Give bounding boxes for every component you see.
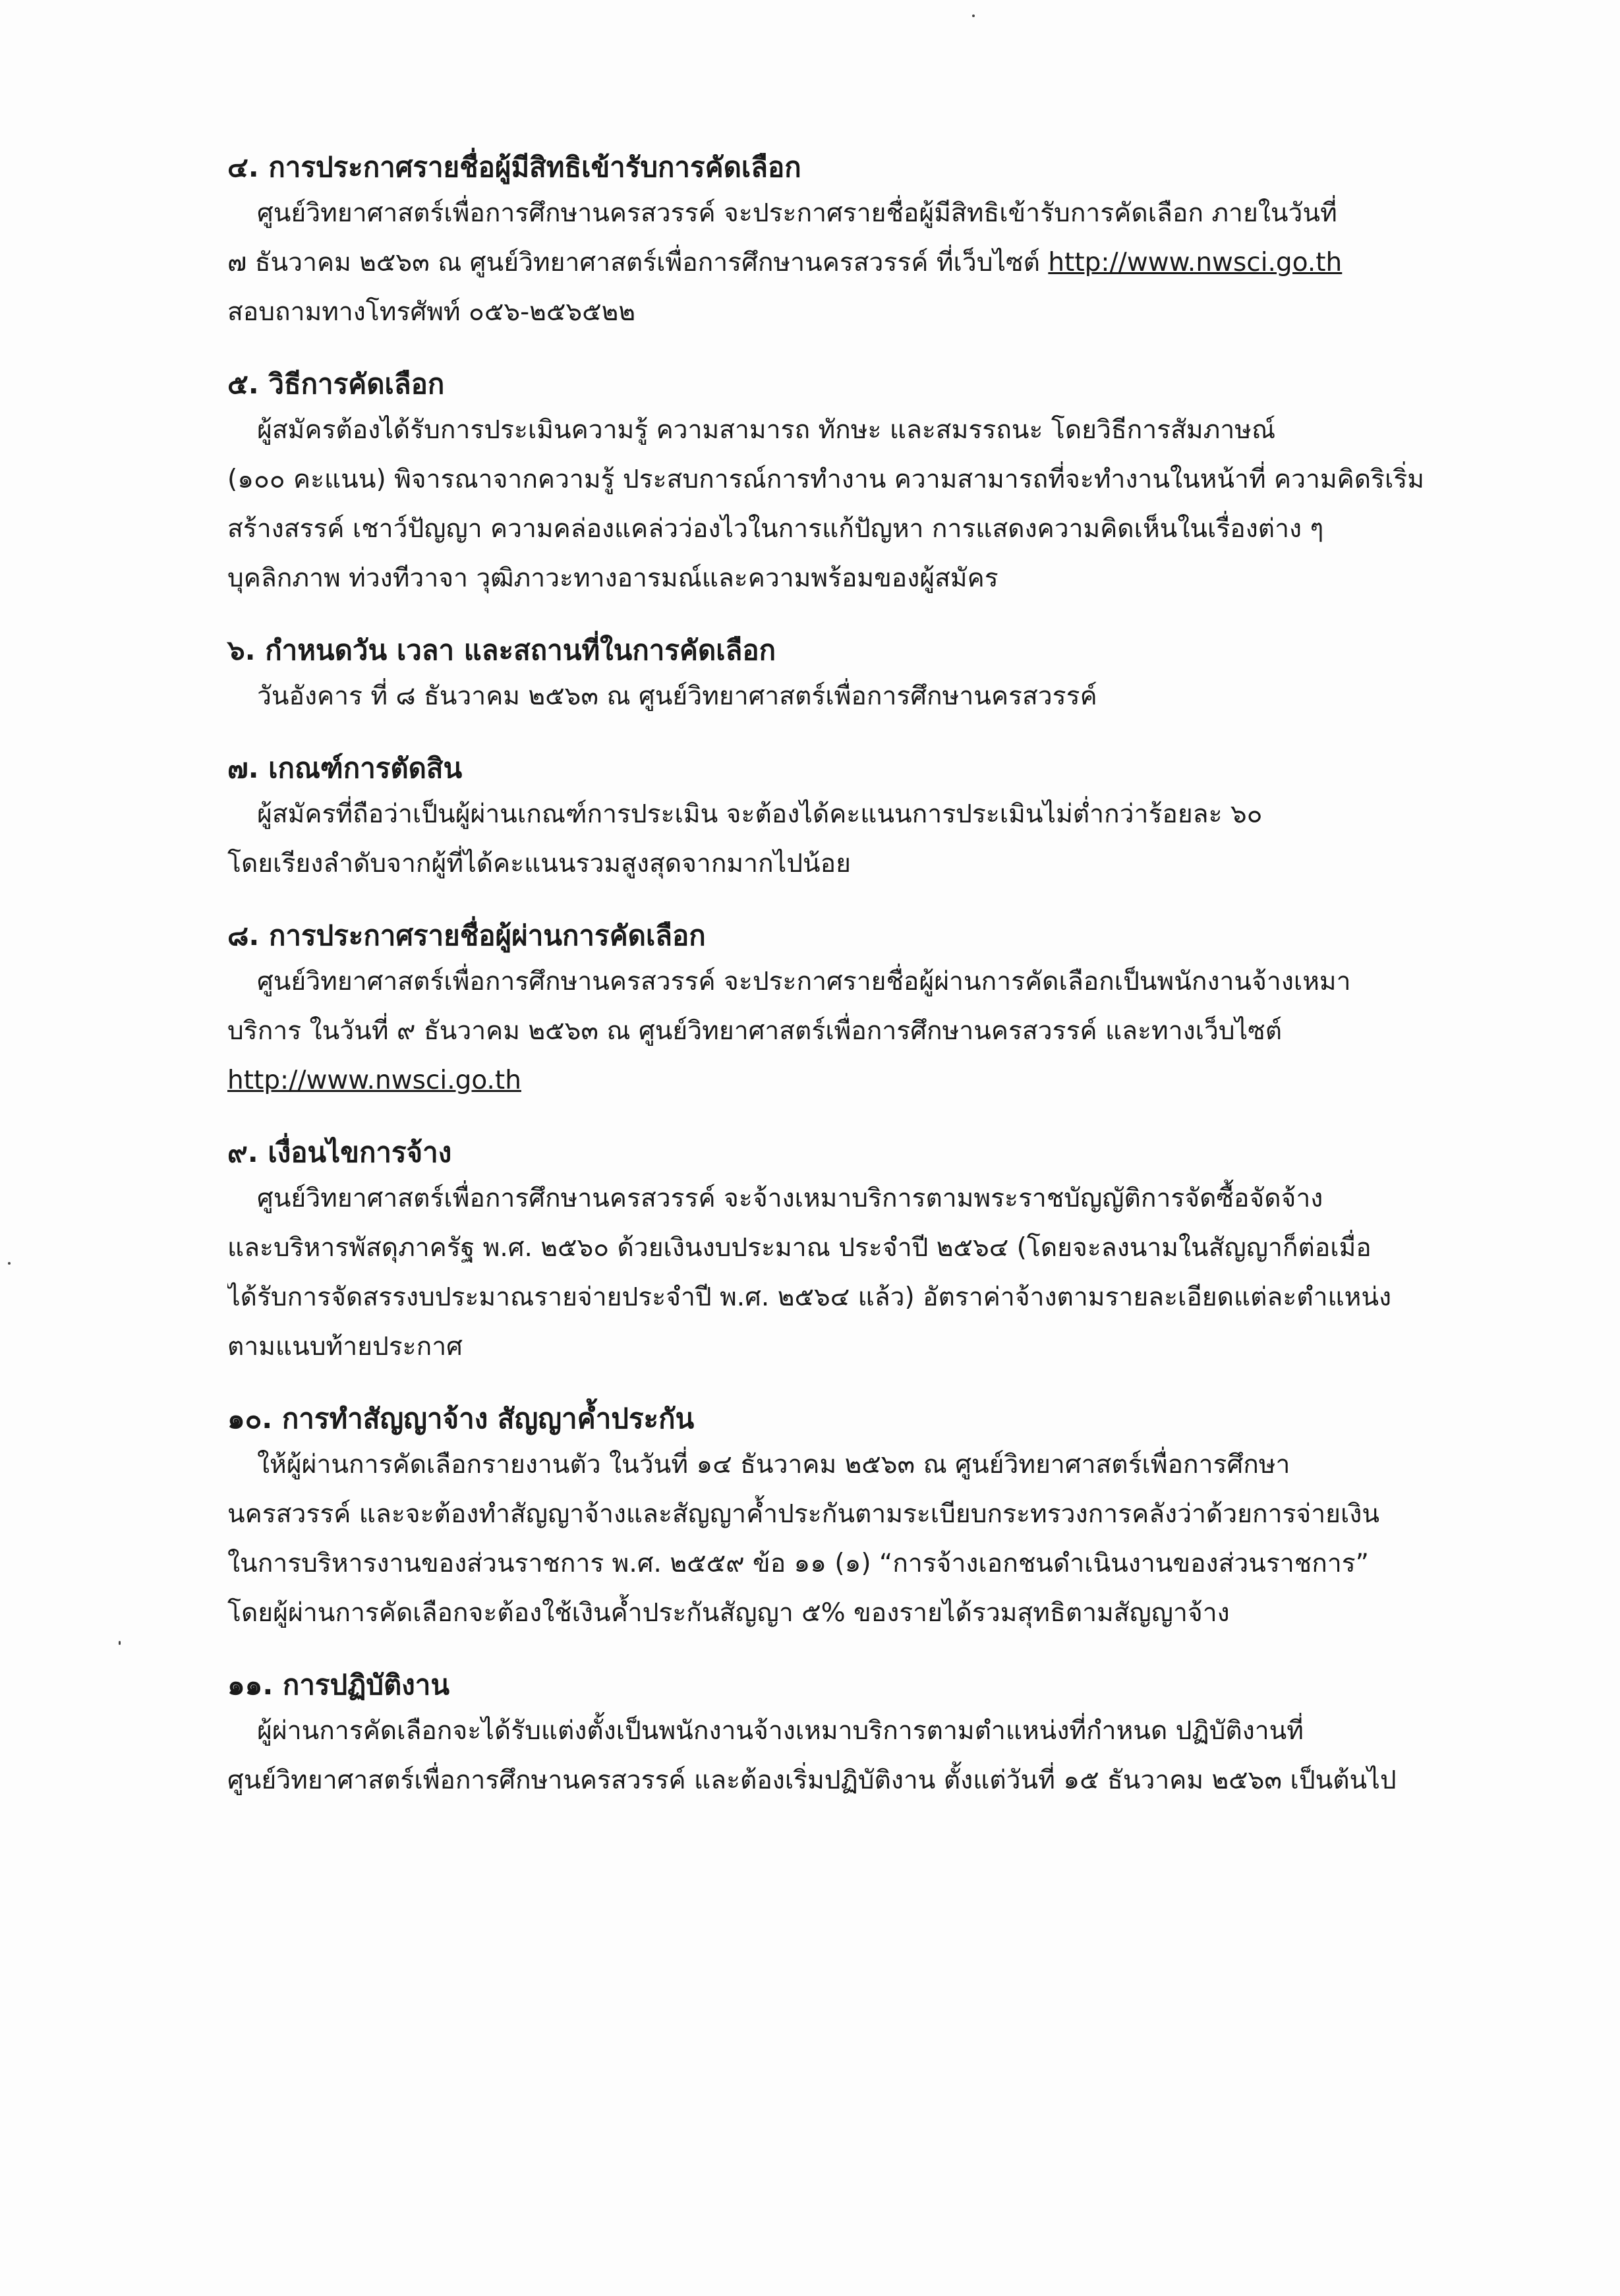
section-paragraph (227, 405, 1499, 603)
paragraph-line: ศูนย์วิทยาศาสตร์เพื่อการศึกษานครสวรรค์ จะประกาศรายชื่อผู้ผ่านการคัดเลือกเป็นพนักงานจ้างเหมา (257, 967, 1351, 996)
paragraph-line: สอบถามทางโทรศัพท์ ๐๕๖-๒๕๖๕๒๒ (227, 297, 636, 327)
paragraph-line: ศูนย์วิทยาศาสตร์เพื่อการศึกษานครสวรรค์ และต้องเริ่มปฏิบัติงาน ตั้งแต่วันที่ ๑๕ ธันวาคม ๒๕๖๓ เป็นต้นไป (227, 1765, 1397, 1795)
section-announcement-passed (227, 915, 1499, 1105)
section-heading: ๔. การประกาศรายชื่อผู้มีสิทธิเข้ารับการคัดเลือก (227, 151, 801, 183)
section-announcement-eligible (227, 146, 1499, 337)
section-selection-method (227, 363, 1499, 603)
paragraph-line: ผู้ผ่านการคัดเลือกจะได้รับแต่งตั้งเป็นพนักงานจ้างเหมาบริการตามตำแหน่งที่กำหนด ปฏิบัติงานที่ (257, 1716, 1304, 1746)
paragraph-line: ผู้สมัครต้องได้รับการประเมินความรู้ ความสามารถ ทักษะ และสมรรถนะ โดยวิธีการสัมภาษณ์ (257, 415, 1276, 445)
section-paragraph (227, 957, 1499, 1105)
section-date-time-place (227, 629, 1499, 721)
section-heading: ๕. วิธีการคัดเลือก (227, 368, 445, 400)
section-heading: ๘. การประกาศรายชื่อผู้ผ่านการคัดเลือก (227, 919, 706, 952)
paragraph-line: วันอังคาร ที่ ๘ ธันวาคม ๒๕๖๓ ณ ศูนย์วิทยาศาสตร์เพื่อการศึกษานครสวรรค์ (257, 681, 1097, 711)
paragraph-line: บุคลิกภาพ ท่วงทีวาจา วุฒิภาวะทางอารมณ์และความพร้อมของผู้สมัคร (227, 563, 998, 593)
paragraph-line: ผู้สมัครที่ถือว่าเป็นผู้ผ่านเกณฑ์การประเมิน จะต้องได้คะแนนการประเมินไม่ต่ำกว่าร้อยละ ๖๐ (257, 799, 1263, 829)
section-heading: ๖. กำหนดวัน เวลา และสถานที่ในการคัดเลือก (227, 634, 776, 666)
section-employment-conditions (227, 1132, 1499, 1371)
section-heading: ๗. เกณฑ์การตัดสิน (227, 752, 463, 784)
paragraph-line: (๑๐๐ คะแนน) พิจารณาจากความรู้ ประสบการณ์การทำงาน ความสามารถที่จะทำงานในหน้าที่ ความคิดริเริ่ม (227, 465, 1424, 494)
website-link[interactable]: http://www.nwsci.go.th (1048, 248, 1343, 277)
paragraph-line: ศูนย์วิทยาศาสตร์เพื่อการศึกษานครสวรรค์ จะจ้างเหมาบริการตามพระราชบัญญัติการจัดซื้อจัดจ้าง (257, 1184, 1323, 1213)
paragraph-line: ตามแนบท้ายประกาศ (227, 1332, 463, 1362)
paragraph-line: และบริหารพัสดุภาครัฐ พ.ศ. ๒๕๖๐ ด้วยเงินงบประมาณ ประจำปี ๒๕๖๔ (โดยจะลงนามในสัญญาก็ต่อเมื่อ (227, 1233, 1372, 1263)
section-heading: ๑๑. การปฏิบัติงาน (227, 1669, 450, 1701)
paragraph-line: สร้างสรรค์ เชาว์ปัญญา ความคล่องแคล่วว่องไวในการแก้ปัญหา การแสดงความคิดเห็นในเรื่องต่าง ๆ (227, 514, 1324, 544)
paragraph-line: ศูนย์วิทยาศาสตร์เพื่อการศึกษานครสวรรค์ จะประกาศรายชื่อผู้มีสิทธิเข้ารับการคัดเลือก ภายในวันที่ (257, 198, 1337, 228)
document-body (227, 146, 1499, 1831)
paragraph-line: ในการบริหารงานของส่วนราชการ พ.ศ. ๒๕๕๙ ข้อ ๑๑ (๑) “การจ้างเอกชนดำเนินงานของส่วนราชการ” (227, 1549, 1369, 1578)
paragraph-line: นครสวรรค์ และจะต้องทำสัญญาจ้างและสัญญาค้ำประกันตามระเบียบกระทรวงการคลังว่าด้วยการจ่ายเงิน (227, 1499, 1380, 1529)
section-judging-criteria (227, 747, 1499, 888)
section-paragraph (227, 789, 1499, 888)
section-paragraph (227, 1440, 1499, 1638)
section-paragraph (227, 1174, 1499, 1371)
paragraph-line: โดยผู้ผ่านการคัดเลือกจะต้องใช้เงินค้ำประกันสัญญา ๕% ของรายได้รวมสุทธิตามสัญญาจ้าง (227, 1598, 1230, 1628)
section-work-duties (227, 1664, 1499, 1805)
section-paragraph (227, 188, 1499, 337)
section-paragraph (227, 1706, 1499, 1805)
paragraph-text: ๗ ธันวาคม ๒๕๖๓ ณ ศูนย์วิทยาศาสตร์เพื่อการศึกษานครสวรรค์ ที่เว็บไซต์ (227, 248, 1040, 277)
scan-speck (972, 14, 975, 17)
paragraph-line: ให้ผู้ผ่านการคัดเลือกรายงานตัว ในวันที่ ๑๔ ธันวาคม ๒๕๖๓ ณ ศูนย์วิทยาศาสตร์เพื่อการศึกษา (257, 1450, 1290, 1479)
section-contract-guarantee (227, 1398, 1499, 1638)
website-link[interactable]: http://www.nwsci.go.th (227, 1066, 521, 1095)
paragraph-line: ได้รับการจัดสรรงบประมาณรายจ่ายประจำปี พ.ศ. ๒๕๖๔ แล้ว) อัตราค่าจ้างตามรายละเอียดแต่ละตำแหน่ง (227, 1282, 1392, 1312)
section-heading: ๑๐. การทำสัญญาจ้าง สัญญาค้ำประกัน (227, 1402, 695, 1435)
section-heading: ๙. เงื่อนไขการจ้าง (227, 1136, 452, 1168)
scan-speck (8, 1262, 11, 1265)
section-paragraph (227, 672, 1499, 721)
paragraph-line (227, 1056, 1499, 1105)
paragraph-line: บริการ ในวันที่ ๙ ธันวาคม ๒๕๖๓ ณ ศูนย์วิทยาศาสตร์เพื่อการศึกษานครสวรรค์ และทางเว็บไซต์ (227, 1016, 1283, 1046)
paragraph-line (227, 238, 1499, 287)
paragraph-line: โดยเรียงลำดับจากผู้ที่ได้คะแนนรวมสูงสุดจากมากไปน้อย (227, 849, 851, 878)
scan-speck (119, 1641, 121, 1645)
